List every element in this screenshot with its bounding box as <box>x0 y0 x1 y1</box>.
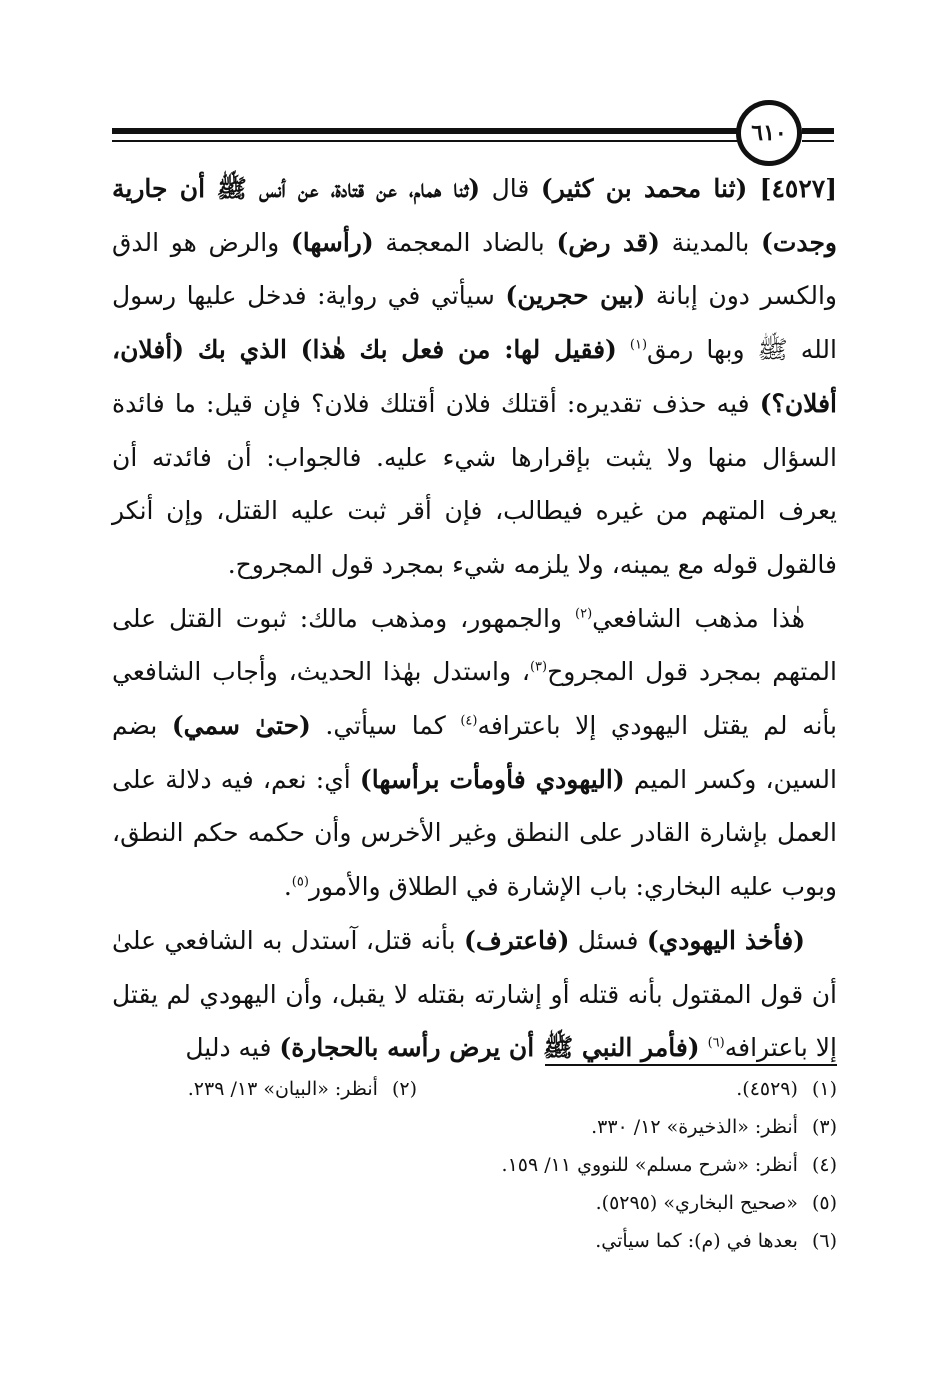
bold-text: [٤٥٢٧] (ثنا محمد بن كثير) <box>540 174 838 203</box>
footnote-ref: (٦) <box>707 1035 725 1051</box>
footnote-number: (٣) <box>811 1116 837 1138</box>
footnote-row <box>112 1146 837 1184</box>
footnote-6 <box>595 1222 837 1260</box>
text-span: بالضاد المعجمة <box>373 227 557 257</box>
text-span: قال <box>480 174 541 203</box>
footnote-separator <box>545 1064 837 1066</box>
footnote-number: (٦) <box>811 1230 837 1252</box>
footnote-row <box>112 1184 837 1222</box>
bold-text: (رأسها) <box>290 227 374 257</box>
footnote-3 <box>591 1108 837 1146</box>
bold-text: (اليهودي فأومأت برأسها) <box>359 764 625 794</box>
text-span: فسئل <box>569 925 647 955</box>
text-span: فيه حذف تقديره: أقتلك فلان أقتلك فلان؟ فإن قيل: ما فائدة السؤال منها ولا يثبت بإقرارها شيء عليه. فالجواب: أن فائدته أن يعرف المتهم من غيره فيطالب، فإن أقر ثبت عليه القتل، وإن أنكر فالقول قوله مع يمينه، ولا يلزمه شيء بمجرد قول المجروح. <box>112 388 837 579</box>
text-span: أي: نعم، فيه دلالة على العمل بإشارة القادر على النطق وغير الأخرس وأن حكمه حكم النطق، وبوب عليه البخاري: باب الإشارة في الطلاق والأمور <box>112 764 837 902</box>
footnote-row <box>112 1222 837 1260</box>
bold-text: (فاعترف) <box>464 925 570 955</box>
text-span: بالمدينة <box>659 227 761 257</box>
text-span: والرض هو الدق والكسر دون إبانة <box>112 227 837 311</box>
paragraph <box>112 592 837 914</box>
footnotes <box>112 1070 837 1260</box>
bold-text: (فأخذ اليهودي) <box>646 925 805 955</box>
page-number-badge <box>736 100 802 166</box>
footnote-2 <box>188 1070 417 1108</box>
footnote-ref: (٥) <box>291 874 309 890</box>
bold-text: (ثنا همام، عن قتادة، عن أنس ﷺ <box>216 174 481 203</box>
header-rule-right-thick <box>802 128 834 134</box>
footnote-ref: (١) <box>629 337 648 353</box>
footnote-text: أنظر: «البيان» ١٣/ ٢٣٩. <box>187 1078 378 1100</box>
footnote-text: «صحيح البخاري» (٥٢٩٥). <box>595 1192 798 1214</box>
footnote-number: (٢) <box>391 1078 417 1100</box>
text-span: ، واستدل بهٰذا الحديث، وأجاب الشافعي بأنه لم يقتل اليهودي إلا باعترافه <box>112 657 838 741</box>
text-span: . <box>283 872 292 902</box>
footnote-number: (٤) <box>811 1154 837 1176</box>
header-rule-thick <box>112 128 740 134</box>
header-rule-right-thin <box>802 140 834 142</box>
footnote-text: بعدها في (م): كما سيأتي. <box>595 1230 798 1252</box>
page-number: ٦١٠ <box>751 120 787 146</box>
bold-text: (فأمر النبي ﷺ أن يرض رأسه بالحجارة) <box>279 1033 700 1063</box>
bold-text: (فقيل لها: من فعل بك هٰذا) الذي بك (أفلان، أفلان؟) <box>112 335 837 418</box>
text-span: كما سيأتي. <box>310 711 461 741</box>
text-span: هٰذا مذهب الشافعي <box>592 603 805 633</box>
footnote-number: (١) <box>811 1078 837 1100</box>
footnote-text: أنظر: «شرح مسلم» للنووي ١١/ ١٥٩. <box>501 1154 798 1176</box>
paragraph <box>112 162 837 592</box>
bold-text: (بين حجرين) <box>505 281 646 311</box>
bold-text: أن جارية وجدت) <box>112 174 837 257</box>
main-text <box>112 162 837 1075</box>
paragraph <box>112 914 837 1075</box>
footnote-5 <box>596 1184 837 1222</box>
footnote-row <box>112 1070 837 1108</box>
text-span <box>700 1033 708 1062</box>
header-rule-thin <box>112 140 740 142</box>
text-span: بأنه قتل، آستدل به الشافعي علىٰ أن قول المقتول بأنه قتله أو إشارته بقتله لا يقبل، وأن اليهودي لم يقتل إلا باعترافه <box>112 925 837 1063</box>
footnote-row <box>112 1108 837 1146</box>
text-span: فيه دليل <box>185 1033 280 1063</box>
text-span: والجمهور، ومذهب مالك: ثبوت القتل على المتهم بمجرد قول المجروح <box>112 603 837 687</box>
footnote-text: (٤٥٢٩). <box>736 1078 798 1100</box>
bold-text: (قد رض) <box>556 227 660 257</box>
footnote-text: أنظر: «الذخيرة» ١٢/ ٣٣٠. <box>591 1116 798 1138</box>
text-span <box>205 174 217 203</box>
bold-text: (حتىٰ سمي) <box>171 711 311 741</box>
footnote-ref: (٣) <box>529 660 548 675</box>
footnote-ref: (٢) <box>575 606 593 622</box>
text-span <box>617 335 630 364</box>
footnote-1 <box>417 1070 837 1108</box>
footnote-ref: (٤) <box>460 713 478 729</box>
footnote-number: (٥) <box>811 1192 837 1214</box>
text-span: سيأتي في رواية: فدخل عليها رسول الله ﷺ وبها رمق <box>112 281 837 365</box>
footnote-4 <box>502 1146 837 1184</box>
text-span: بضم السين، وكسر الميم <box>112 711 837 794</box>
